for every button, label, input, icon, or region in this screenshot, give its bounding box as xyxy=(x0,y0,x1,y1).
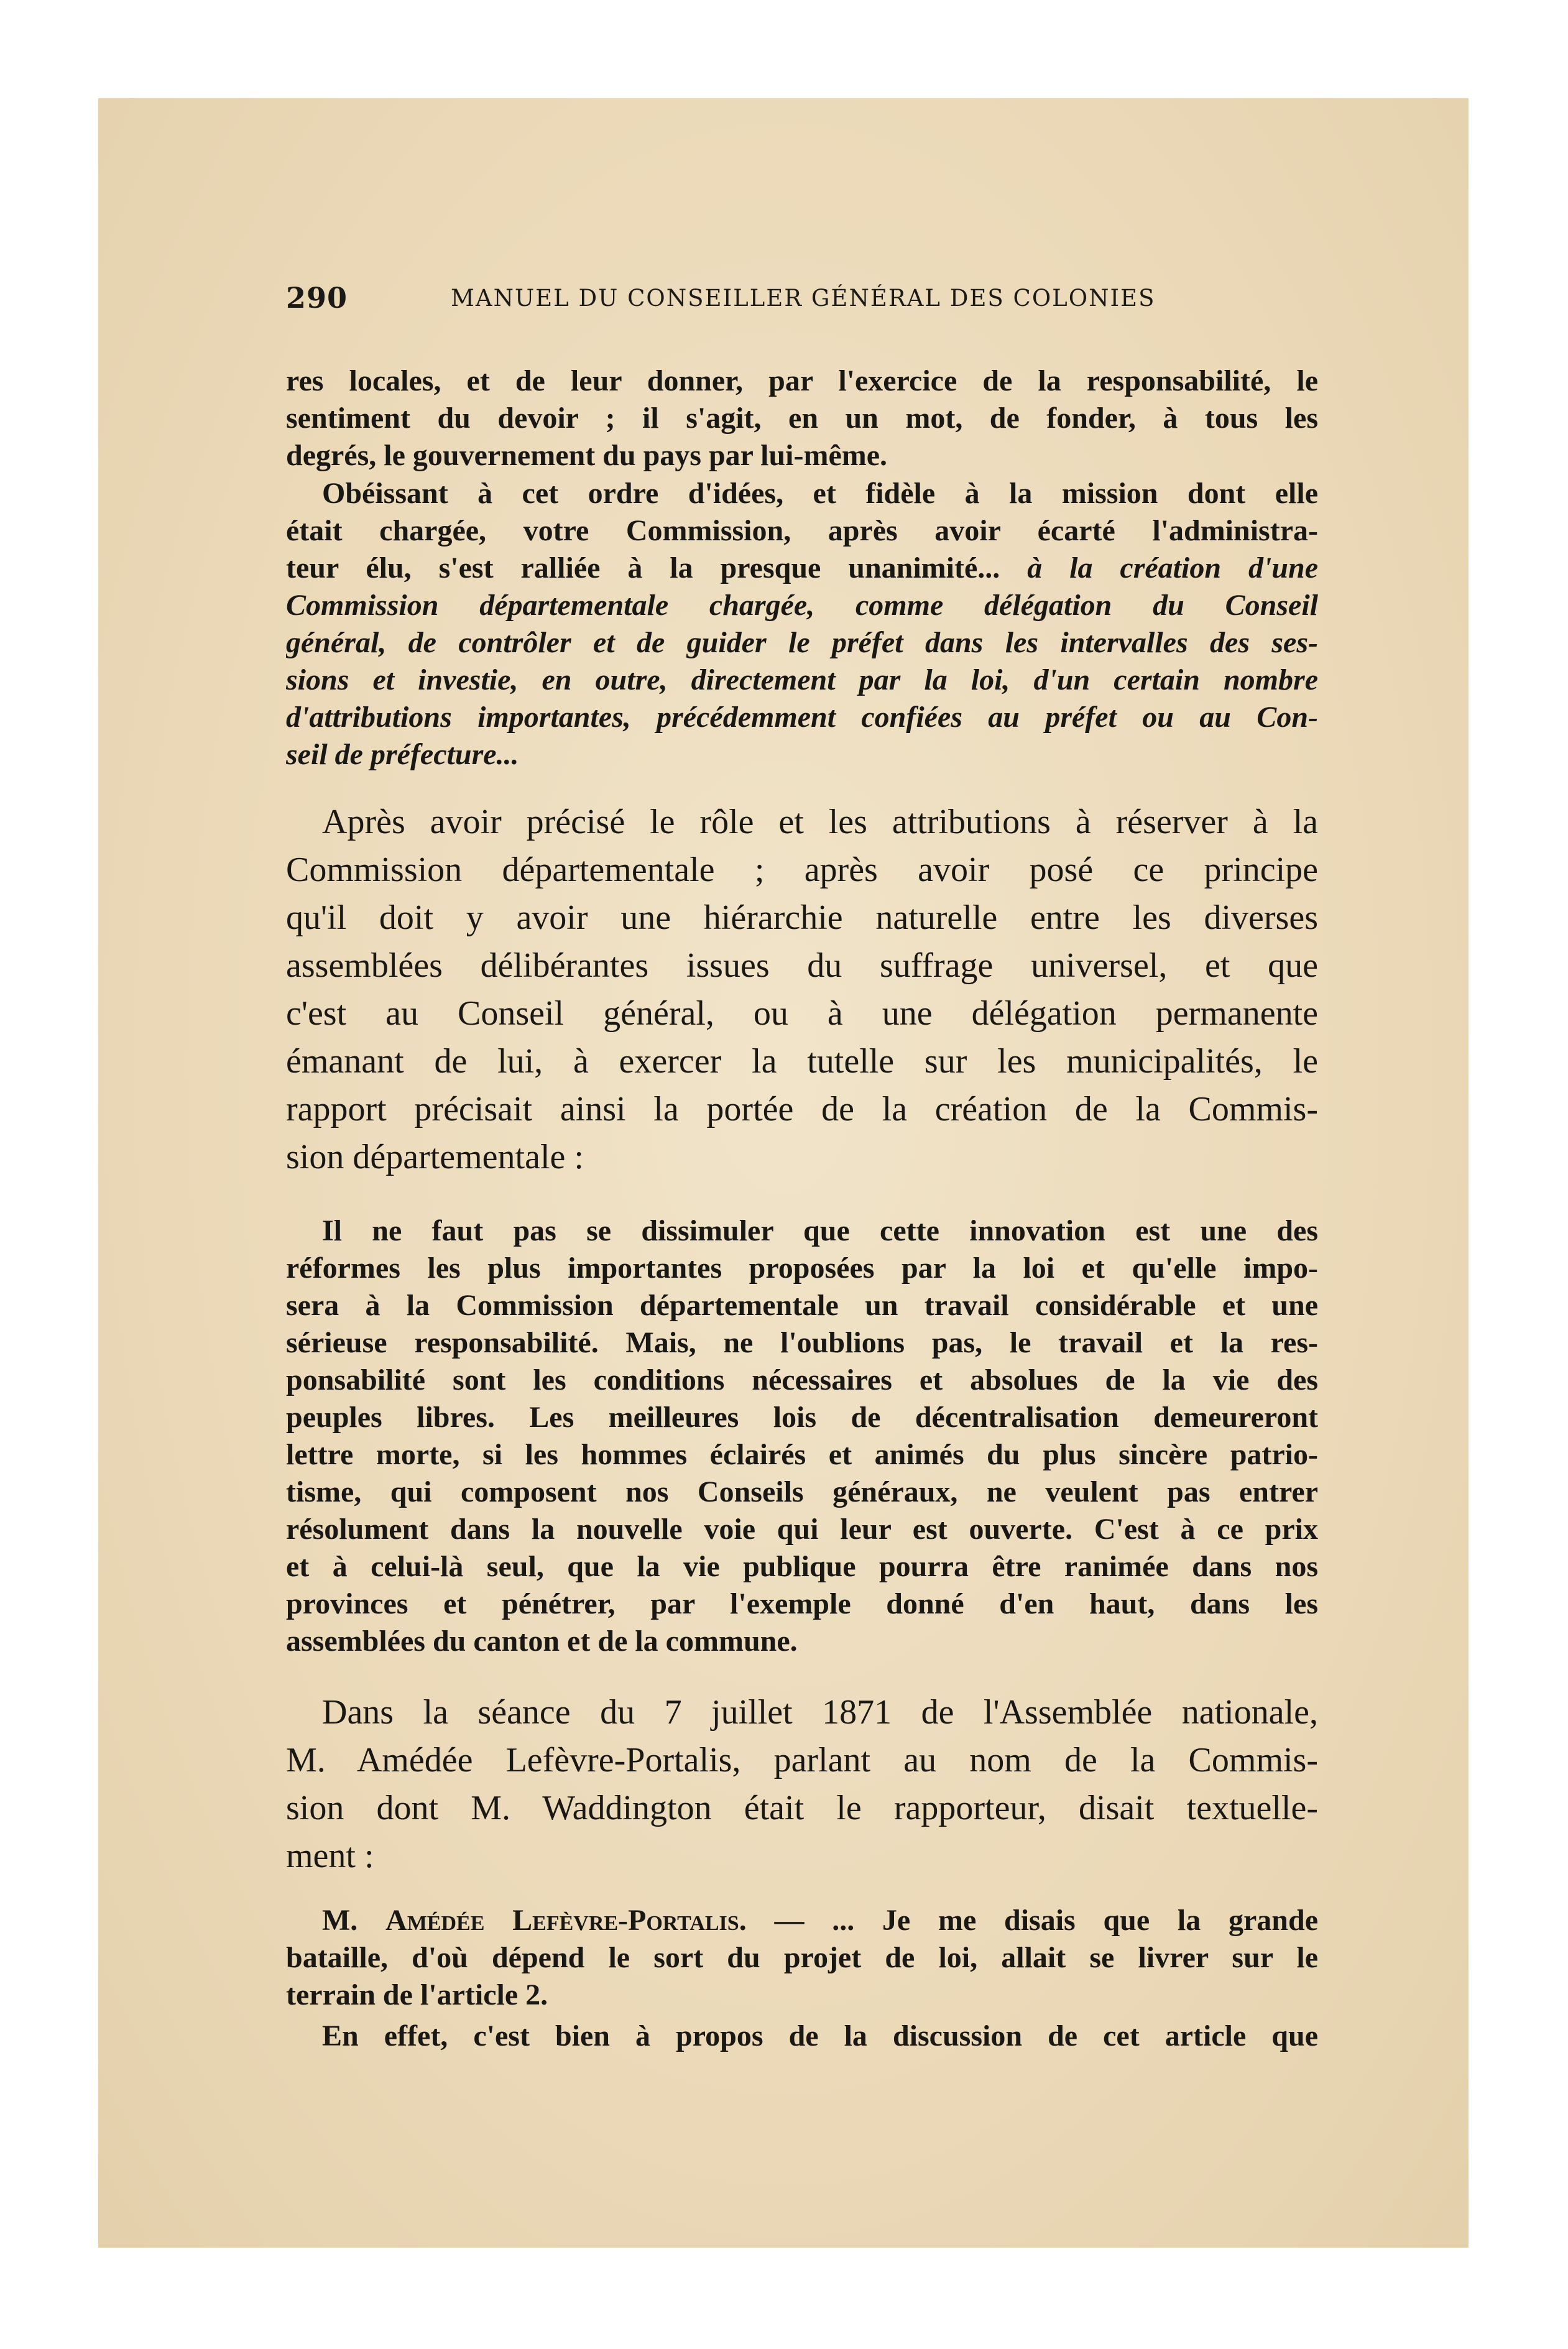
text-line: émanant de lui, à exercer la tutelle sur les municipalités, le xyxy=(286,1042,1318,1081)
quote-block-2 xyxy=(286,475,1318,773)
text-line: était chargée, votre Commission, après avoir écarté l'administra- xyxy=(286,514,1318,547)
body-paragraph-2 xyxy=(286,1689,1318,1880)
text-line xyxy=(286,1902,1318,1939)
speech-start: — ... Je me disais que la grande xyxy=(746,1904,1318,1937)
quote-block-4 xyxy=(286,1902,1318,2055)
text-line: rapport précisait ainsi la portée de la création de la Commis- xyxy=(286,1090,1318,1128)
text-line: sérieuse responsabilité. Mais, ne l'oublions pas, le travail et la res- xyxy=(286,1326,1318,1359)
text-line: terrain de l'article 2. xyxy=(286,1978,548,2011)
running-title: MANUEL DU CONSEILLER GÉNÉRAL DES COLONIES xyxy=(451,285,1156,312)
speaker-name: Amédée Lefèvre-Portalis. xyxy=(385,1904,747,1937)
italic-segment: à la création d'une xyxy=(1027,551,1318,584)
speaker-prefix: M. xyxy=(322,1904,386,1937)
italic-line: sions et investie, en outre, directement par la loi, d'un certain nombre xyxy=(286,663,1318,696)
text-line: Dans la séance du 7 juillet 1871 de l'Assemblée nationale, xyxy=(322,1693,1318,1732)
text-line: degrés, le gouvernement du pays par lui-même. xyxy=(286,439,888,472)
text-line: peuples libres. Les meilleures lois de décentralisation demeureront xyxy=(286,1401,1318,1434)
text-line: sentiment du devoir ; il s'agit, en un mot, de fonder, à tous les xyxy=(286,402,1318,435)
text-line: qu'il doit y avoir une hiérarchie naturelle entre les diverses xyxy=(286,898,1318,937)
text-line: assemblées du canton et de la commune. xyxy=(286,1625,798,1658)
text-segment: teur élu, s'est ralliée à la presque unanimité... xyxy=(286,551,1028,584)
quote-block-1 xyxy=(286,362,1318,474)
text-line: sion dont M. Waddington était le rapporteur, disait textuelle- xyxy=(286,1789,1318,1827)
text-line: sion départementale : xyxy=(286,1138,584,1176)
text-line: résolument dans la nouvelle voie qui leur est ouverte. C'est à ce prix xyxy=(286,1513,1318,1546)
text-line: Il ne faut pas se dissimuler que cette innovation est une des xyxy=(322,1214,1318,1247)
italic-line: général, de contrôler et de guider le préfet dans les intervalles des ses- xyxy=(286,626,1318,659)
text-line: res locales, et de leur donner, par l'exercice de la responsabilité, le xyxy=(286,364,1318,397)
text-line: et à celui-là seul, que la vie publique pourra être ranimée dans nos xyxy=(286,1550,1318,1583)
text-line: Commission départementale ; après avoir posé ce principe xyxy=(286,851,1318,889)
italic-line: d'attributions importantes, précédemment confiées au préfet ou au Con- xyxy=(286,701,1318,734)
text-line: lettre morte, si les hommes éclairés et animés du plus sincère patrio- xyxy=(286,1438,1318,1471)
page-number: 290 xyxy=(286,281,348,315)
text-line: provinces et pénétrer, par l'exemple donné d'en haut, dans les xyxy=(286,1587,1318,1620)
text-line: Obéissant à cet ordre d'idées, et fidèle à la mission dont elle xyxy=(322,477,1318,510)
text-line: M. Amédée Lefèvre-Portalis, parlant au nom de la Commis- xyxy=(286,1741,1318,1779)
italic-line: Commission départementale chargée, comme délégation du Conseil xyxy=(286,589,1318,622)
text-line: bataille, d'où dépend le sort du projet de loi, allait se livrer sur le xyxy=(286,1941,1318,1974)
running-header xyxy=(286,281,1318,318)
text-line: En effet, c'est bien à propos de la discussion de cet article que xyxy=(322,2019,1318,2052)
text-line: sera à la Commission départementale un travail considérable et une xyxy=(286,1289,1318,1322)
text-line: assemblées délibérantes issues du suffrage universel, et que xyxy=(286,946,1318,985)
text-line: tisme, qui composent nos Conseils généraux, ne veulent pas entrer xyxy=(286,1475,1318,1508)
text-line: c'est au Conseil général, ou à une délégation permanente xyxy=(286,994,1318,1033)
text-line: ponsabilité sont les conditions nécessaires et absolues de la vie des xyxy=(286,1364,1318,1396)
body-paragraph-1 xyxy=(286,798,1318,1181)
text-line: réformes les plus importantes proposées par la loi et qu'elle impo- xyxy=(286,1252,1318,1285)
text-line xyxy=(286,550,1318,587)
italic-line: seil de préfecture... xyxy=(286,738,519,771)
text-line: Après avoir précisé le rôle et les attributions à réserver à la xyxy=(322,803,1318,841)
text-line: ment : xyxy=(286,1837,374,1875)
quote-block-3 xyxy=(286,1212,1318,1660)
